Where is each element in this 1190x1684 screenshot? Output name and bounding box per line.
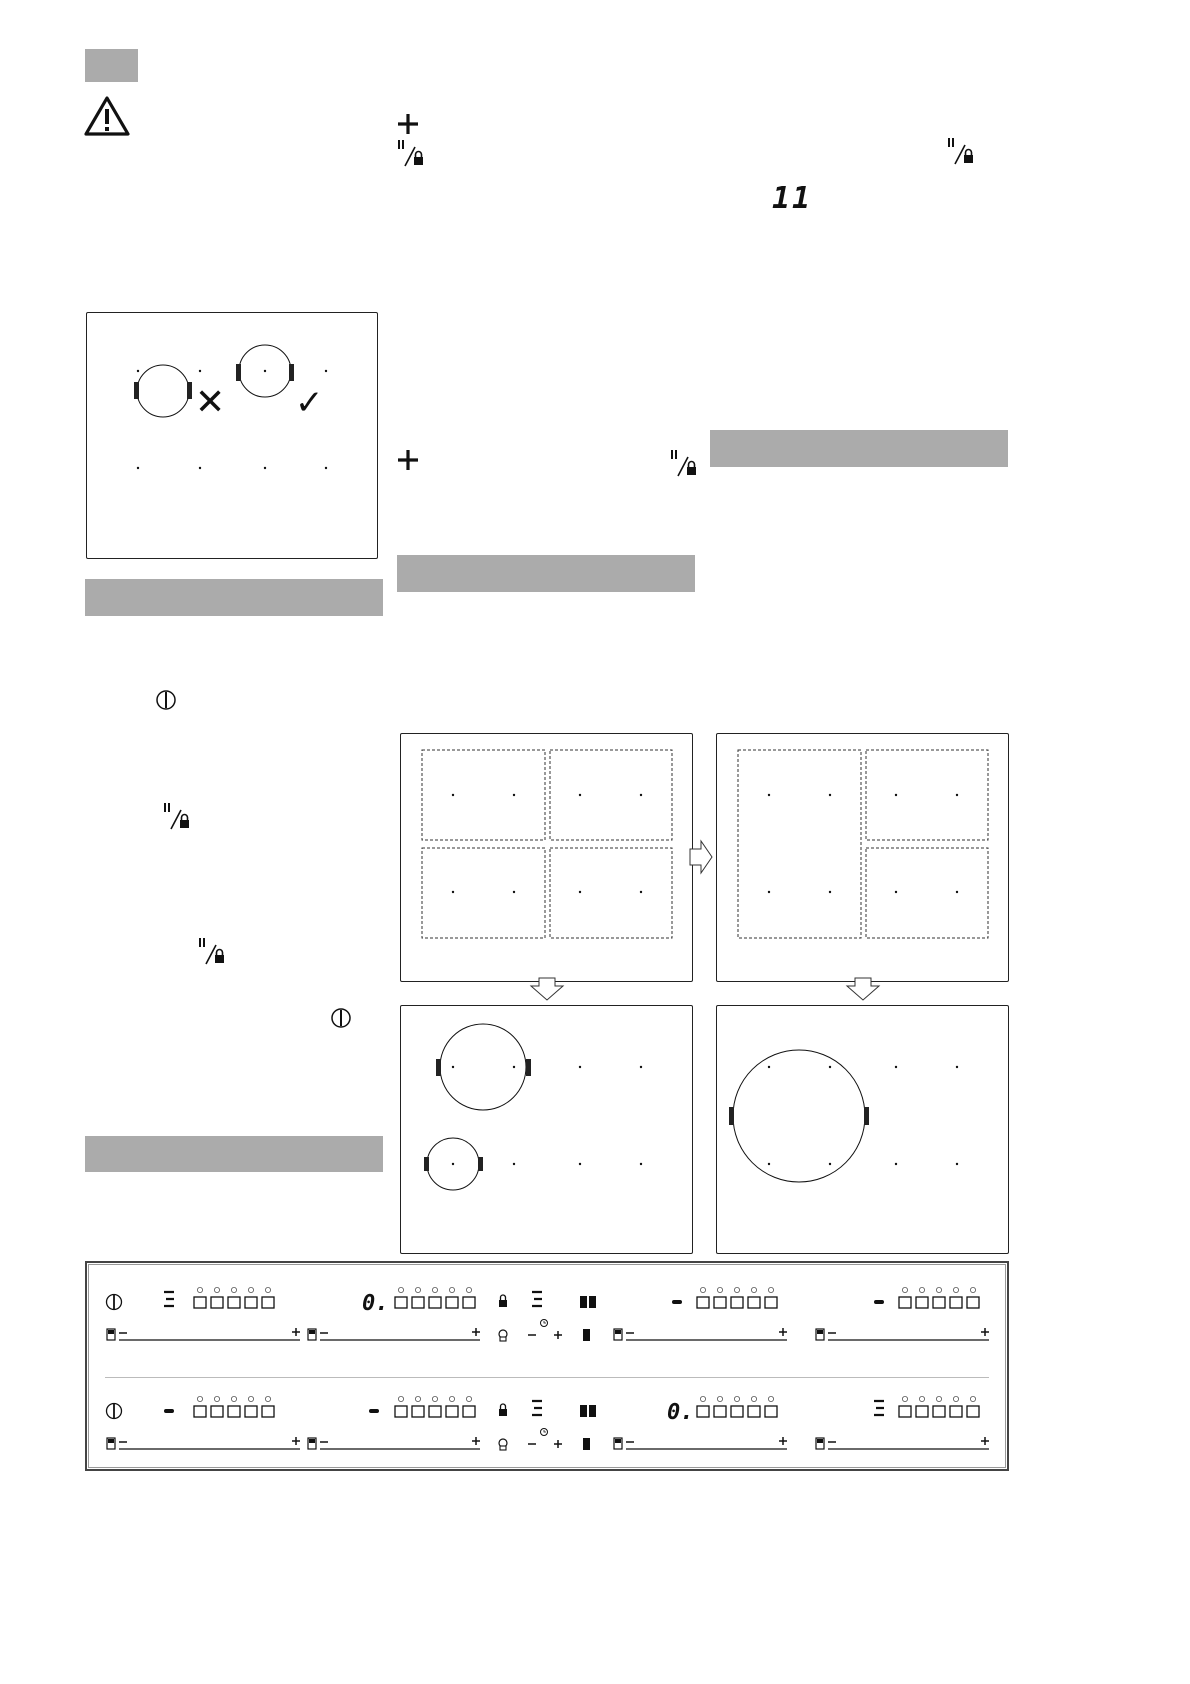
level-box <box>765 1406 777 1417</box>
pot-icon-fill <box>309 1439 315 1443</box>
level-box <box>916 1297 928 1308</box>
arrow-down-icon <box>846 977 880 1001</box>
pause-lock-icon <box>162 802 190 830</box>
clock-hands <box>544 1430 546 1432</box>
level-box <box>194 1406 206 1417</box>
level-display <box>164 1292 174 1306</box>
level-led <box>751 1396 756 1401</box>
level-led <box>717 1396 722 1401</box>
level-led <box>700 1287 705 1292</box>
pause-icon <box>589 1296 596 1308</box>
level-led <box>970 1396 975 1401</box>
level-box <box>916 1406 928 1417</box>
level-led <box>768 1396 773 1401</box>
level-box <box>446 1297 458 1308</box>
level-box <box>933 1297 945 1308</box>
check-mark-icon: ✓ <box>295 383 324 423</box>
display-11: 11 <box>772 181 813 216</box>
control-panel-graphics <box>87 1263 1007 1469</box>
level-led <box>265 1396 270 1401</box>
level-led <box>398 1396 403 1401</box>
level-led <box>902 1287 907 1292</box>
level-box <box>245 1406 257 1417</box>
level-box <box>714 1297 726 1308</box>
pause-lock-icon <box>669 449 697 477</box>
level-box <box>950 1406 962 1417</box>
level-led <box>936 1396 941 1401</box>
level-led <box>449 1287 454 1292</box>
pause-lock-icon <box>197 937 225 965</box>
arrow-right-icon <box>689 840 713 874</box>
pause-icon <box>580 1296 587 1308</box>
lock-icon-shackle <box>501 1295 506 1300</box>
level-box <box>228 1406 240 1417</box>
plus-icon <box>396 112 420 136</box>
lock-icon-shackle <box>501 1404 506 1409</box>
level-box <box>446 1406 458 1417</box>
chef-icon-base <box>500 1337 506 1341</box>
level-box <box>463 1406 475 1417</box>
pot-icon-fill <box>615 1330 621 1334</box>
level-led <box>214 1396 219 1401</box>
level-display <box>672 1300 682 1304</box>
level-box <box>731 1406 743 1417</box>
level-led <box>415 1287 420 1292</box>
level-led <box>432 1287 437 1292</box>
level-display <box>874 1401 884 1415</box>
power-icon <box>155 689 177 711</box>
level-display <box>874 1300 884 1304</box>
level-led <box>231 1396 236 1401</box>
level-led <box>768 1287 773 1292</box>
pot-icon-fill <box>817 1330 823 1334</box>
pot-icon-fill <box>108 1439 114 1443</box>
level-box <box>731 1297 743 1308</box>
level-led <box>449 1396 454 1401</box>
level-box <box>933 1406 945 1417</box>
level-led <box>970 1287 975 1292</box>
level-box <box>697 1406 709 1417</box>
level-box <box>697 1297 709 1308</box>
level-led <box>197 1287 202 1292</box>
level-box <box>412 1406 424 1417</box>
plus-icon <box>396 448 420 472</box>
power-icon <box>330 1007 352 1029</box>
level-led <box>734 1287 739 1292</box>
level-box <box>395 1297 407 1308</box>
display-zero: 0. <box>667 1400 694 1425</box>
section-bar <box>85 579 383 616</box>
pause-icon <box>589 1405 596 1417</box>
level-display <box>369 1409 379 1413</box>
pot-icon-fill <box>108 1330 114 1334</box>
level-led <box>717 1287 722 1292</box>
wrong-mark-icon: ✕ <box>195 382 226 423</box>
level-led <box>953 1287 958 1292</box>
pot-placement-figure <box>86 312 378 559</box>
level-led <box>248 1396 253 1401</box>
level-led <box>231 1287 236 1292</box>
warning-icon <box>83 95 131 137</box>
level-box <box>245 1297 257 1308</box>
level-led <box>919 1287 924 1292</box>
pause-lock-icon <box>396 139 424 167</box>
pot-icon-fill <box>309 1330 315 1334</box>
level-box <box>714 1406 726 1417</box>
level-led <box>751 1287 756 1292</box>
pot-icon-fill <box>817 1439 823 1443</box>
pot-icon-fill <box>615 1439 621 1443</box>
level-led <box>919 1396 924 1401</box>
recall-icon <box>583 1329 590 1341</box>
lock-icon <box>499 1409 507 1416</box>
section-bar <box>85 1136 383 1172</box>
level-led <box>466 1396 471 1401</box>
level-box <box>228 1297 240 1308</box>
level-led <box>466 1287 471 1292</box>
lock-icon <box>499 1300 507 1307</box>
level-led <box>415 1396 420 1401</box>
level-led <box>248 1287 253 1292</box>
level-box <box>967 1297 979 1308</box>
level-box <box>463 1297 475 1308</box>
chapter-tab <box>85 49 138 82</box>
level-display <box>532 1401 542 1415</box>
level-box <box>748 1406 760 1417</box>
level-box <box>211 1406 223 1417</box>
level-box <box>262 1406 274 1417</box>
level-box <box>899 1406 911 1417</box>
level-led <box>214 1287 219 1292</box>
level-led <box>265 1287 270 1292</box>
chef-icon-base <box>500 1446 506 1450</box>
zone-figure-two-pots <box>400 1005 693 1254</box>
zone-figure-four-zones <box>400 733 693 982</box>
level-display <box>532 1292 542 1306</box>
arrow-down-icon <box>530 977 564 1001</box>
level-box <box>967 1406 979 1417</box>
control-panel <box>85 1261 1009 1471</box>
level-box <box>262 1297 274 1308</box>
level-box <box>429 1297 441 1308</box>
level-box <box>211 1297 223 1308</box>
level-led <box>398 1287 403 1292</box>
level-box <box>395 1406 407 1417</box>
section-bar <box>710 430 1008 467</box>
pause-lock-icon <box>946 137 974 165</box>
pause-icon <box>580 1405 587 1417</box>
level-box <box>950 1297 962 1308</box>
display-zero: 0. <box>362 1291 389 1316</box>
level-led <box>700 1396 705 1401</box>
level-led <box>936 1287 941 1292</box>
level-box <box>412 1297 424 1308</box>
recall-icon <box>583 1438 590 1450</box>
zone-figure-large-pot <box>716 1005 1009 1254</box>
level-display <box>164 1409 174 1413</box>
level-box <box>748 1297 760 1308</box>
level-led <box>432 1396 437 1401</box>
level-box <box>899 1297 911 1308</box>
section-bar <box>397 555 695 592</box>
level-led <box>902 1396 907 1401</box>
level-led <box>953 1396 958 1401</box>
level-box <box>194 1297 206 1308</box>
clock-hands <box>544 1321 546 1323</box>
level-box <box>765 1297 777 1308</box>
level-led <box>197 1396 202 1401</box>
level-box <box>429 1406 441 1417</box>
zone-figure-merged-zones <box>716 733 1009 982</box>
level-led <box>734 1396 739 1401</box>
